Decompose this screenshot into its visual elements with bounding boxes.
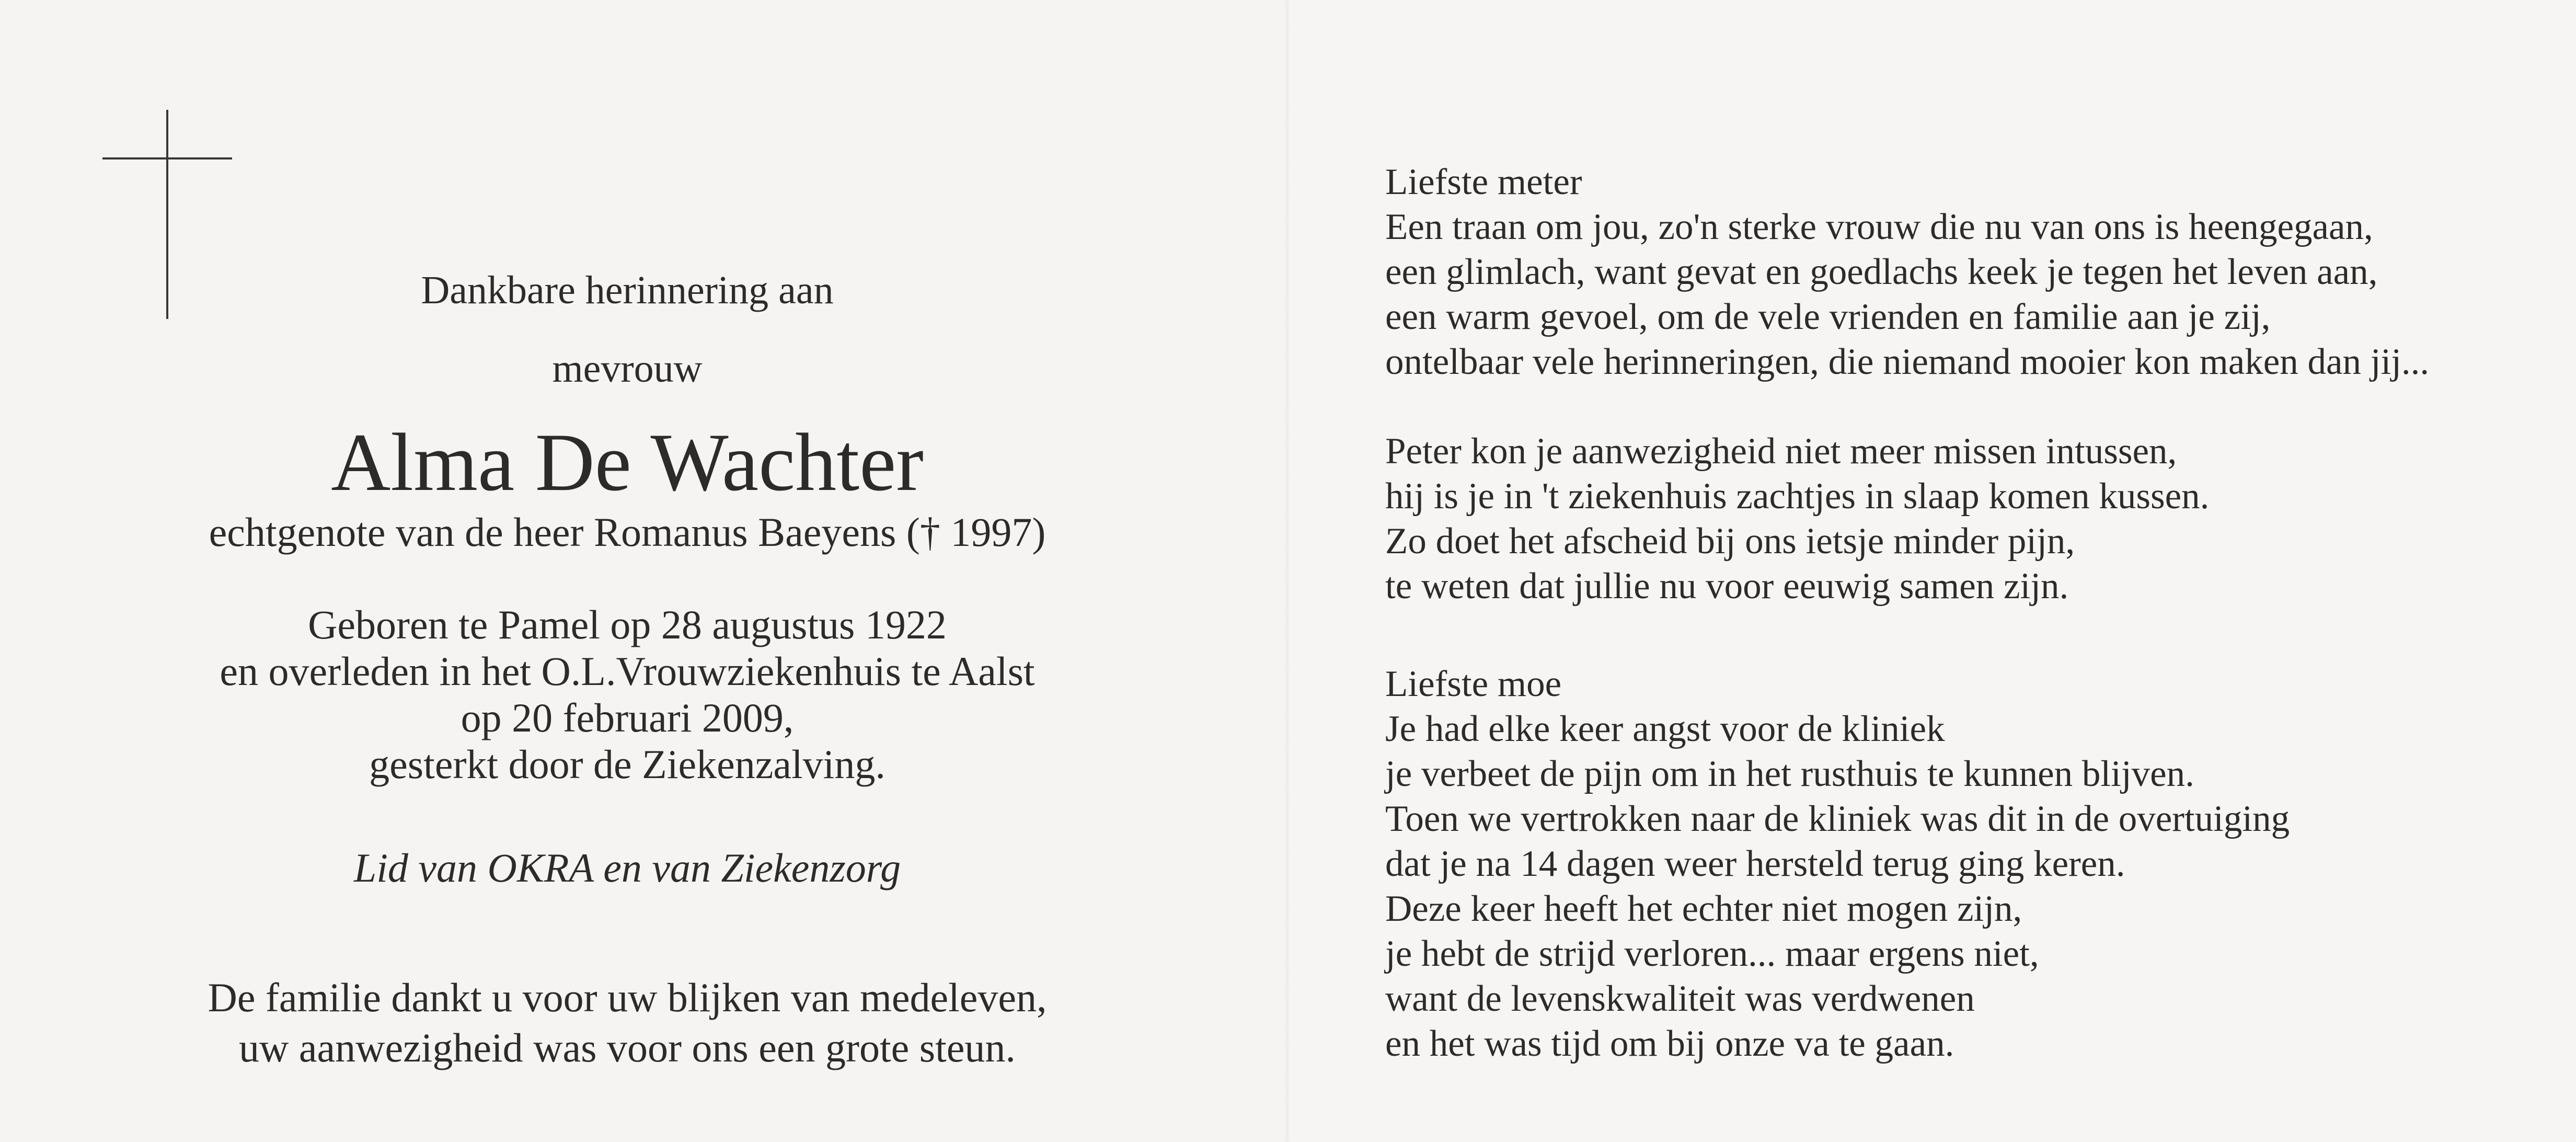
poem-line: Een traan om jou, zo'n sterke vrouw die nu van ons is heengegaan,	[1385, 207, 2373, 247]
poem-line: want de levenskwaliteit was verdwenen	[1385, 978, 1975, 1019]
poem-line: Deze keer heeft het echter niet mogen zijn,	[1385, 888, 2022, 929]
biography	[105, 601, 1150, 787]
poem-line: en het was tijd om bij onze va te gaan.	[1385, 1023, 1954, 1064]
poem-line: Zo doet het afscheid bij ons ietsje minder pijn,	[1385, 521, 2075, 562]
bio-line: en overleden in het O.L.Vrouwziekenhuis te Aalst	[220, 648, 1035, 694]
spouse-line: echtgenote van de heer Romanus Baeyens († 1997)	[209, 509, 1046, 555]
poem-stanza	[1385, 661, 2535, 1066]
poem-line: Liefste meter	[1385, 162, 1582, 202]
poem-line: je hebt de strijd verloren... maar ergens niet,	[1385, 933, 2039, 974]
poem-line: je verbeet de pijn om in het rusthuis te kunnen blijven.	[1385, 753, 2194, 794]
thanks-line: uw aanwezigheid was voor ons een grote steun.	[239, 1025, 1016, 1070]
poem-line: Je had elke keer angst voor de kliniek	[1385, 709, 1945, 749]
card-fold	[1286, 0, 1291, 1142]
poem-line: een warm gevoel, om de vele vrienden en familie aan je zij,	[1385, 296, 2271, 337]
poem-line: dat je na 14 dagen weer hersteld terug ging keren.	[1385, 843, 2125, 884]
left-panel	[0, 0, 1286, 1142]
poem-stanza	[1385, 429, 2535, 609]
poem-stanza	[1385, 159, 2535, 384]
bio-line: op 20 februari 2009,	[461, 695, 794, 740]
poem-line: te weten dat jullie nu voor eeuwig samen zijn.	[1385, 566, 2069, 607]
membership-line: Lid van OKRA en van Ziekenzorg	[353, 845, 901, 890]
poem-line: ontelbaar vele herinneringen, die niemand mooier kon maken dan jij...	[1385, 341, 2430, 382]
poem-line: Peter kon je aanwezigheid niet meer missen intussen,	[1385, 431, 2177, 472]
family-thanks	[105, 973, 1150, 1073]
poem-line: een glimlach, want gevat en goedlachs keek je tegen het leven aan,	[1385, 252, 2378, 292]
bio-line: gesterkt door de Ziekenzalving.	[369, 741, 886, 787]
cross-horizontal-bar	[102, 157, 232, 159]
thanks-line: De familie dankt u voor uw blijken van medeleven,	[208, 975, 1047, 1020]
deceased-name: Alma De Wachter	[331, 417, 924, 508]
poem-line: Toen we vertrokken naar de kliniek was dit in de overtuiging	[1385, 798, 2290, 839]
intro-text: Dankbare herinnering aan	[421, 268, 834, 312]
honorific: mevrouw	[552, 347, 703, 391]
bio-line: Geboren te Pamel op 28 augustus 1922	[308, 602, 947, 647]
poem-line: Liefste moe	[1385, 664, 1562, 704]
poem-line: hij is je in 't ziekenhuis zachtjes in slaap komen kussen.	[1385, 476, 2210, 517]
